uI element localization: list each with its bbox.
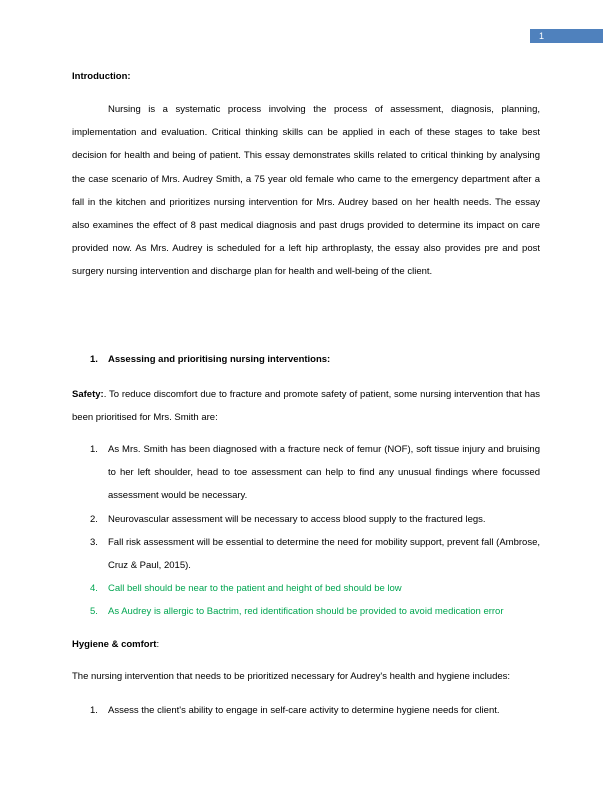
list-marker: 5.	[90, 606, 98, 618]
hygiene-heading	[72, 633, 159, 656]
list-marker: 1.	[90, 444, 98, 455]
list-item-text: Neurovascular assessment will be necessary to access blood supply to the fractured legs.	[108, 513, 486, 525]
hygiene-list	[72, 699, 540, 722]
safety-label: Safety:	[72, 389, 104, 400]
safety-list	[72, 438, 540, 624]
hygiene-heading-colon: :	[156, 639, 160, 650]
list-item-text: As Audrey is allergic to Bactrim, red identification should be provided to avoid medication error	[108, 606, 504, 618]
list-item-text: Assess the client's ability to engage in self-care activity to determine hygiene needs for client.	[108, 705, 500, 716]
list-marker: 1.	[90, 705, 98, 716]
list-item-text: As Mrs. Smith has been diagnosed with a fracture neck of femur (NOF), soft tissue injury and bruising to her left shoulder, head to toe assessment can help to find any unusual findings where focussed assessment would be necessary.	[108, 444, 540, 502]
list-item	[72, 508, 540, 531]
list-item	[72, 600, 540, 623]
list-item-text: Fall risk assessment will be essential to determine the need for mobility support, prevent fall (Ambrose, Cruz & Paul, 2015).	[108, 536, 540, 572]
section-1-number: 1.	[90, 354, 98, 365]
safety-intro-text: . To reduce discomfort due to fracture and promote safety of patient, some nursing intervention that has been prioritised for Mrs. Smith are:	[72, 389, 540, 424]
list-item	[72, 699, 540, 722]
list-item	[72, 531, 540, 577]
hygiene-heading-text: Hygiene & comfort	[72, 639, 157, 650]
list-item-text: Call bell should be near to the patient and height of bed should be low	[108, 583, 402, 595]
list-marker: 4.	[90, 583, 98, 595]
page-number: 1	[530, 29, 603, 43]
safety-paragraph	[72, 383, 540, 429]
introduction-heading: Introduction:	[72, 71, 131, 82]
list-marker: 2.	[90, 513, 98, 525]
section-1-title: Assessing and prioritising nursing interventions:	[108, 354, 331, 365]
introduction-paragraph: Nursing is a systematic process involving the process of assessment, diagnosis, planning, implementation and evaluation. Critical thinking skills can be applied in each of these stages to take best decision for health and being of patient. This essay demonstrates skills related to critical thinking by analysing the case scenario of Mrs. Audrey Smith, a 75 year old female who came to the emergency department after a fall in the kitchen and prioritizes nursing intervention for Mrs. Audrey based on her health needs. The essay also examines the effect of 8 past medical diagnosis and past drugs provided to determine its impact on care provided now. As Mrs. Audrey is scheduled for a left hip arthroplasty, the essay also provides pre and post surgery nursing intervention and discharge plan for health and well-being of the client.	[72, 104, 540, 278]
section-1-heading	[90, 348, 330, 371]
hygiene-paragraph: The nursing intervention that needs to be prioritized necessary for Audrey's health and hygiene includes:	[72, 671, 511, 682]
list-item	[72, 577, 540, 600]
list-marker: 3.	[90, 536, 98, 548]
list-item	[72, 438, 540, 508]
